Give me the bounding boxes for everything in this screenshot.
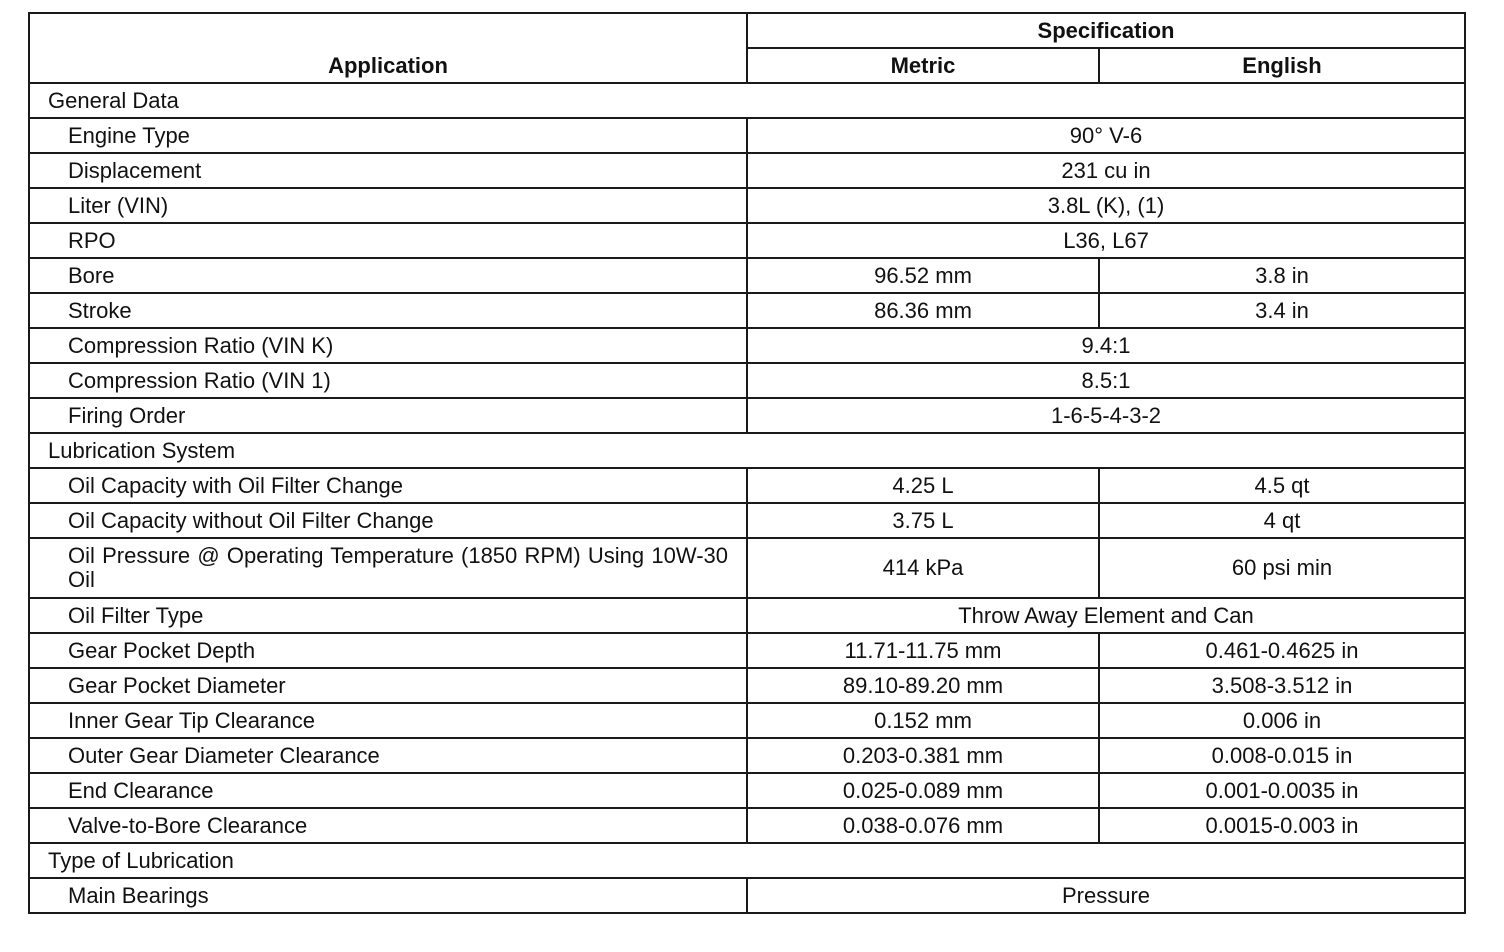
table-row bbox=[29, 153, 1465, 188]
section-title: General Data bbox=[29, 83, 1465, 118]
row-label: RPO bbox=[29, 223, 747, 258]
table-row bbox=[29, 538, 1465, 598]
row-label: Bore bbox=[29, 258, 747, 293]
section-row bbox=[29, 843, 1465, 878]
table-row bbox=[29, 258, 1465, 293]
row-label: Oil Capacity with Oil Filter Change bbox=[29, 468, 747, 503]
row-label: Liter (VIN) bbox=[29, 188, 747, 223]
row-value: 8.5:1 bbox=[747, 363, 1465, 398]
table-row bbox=[29, 808, 1465, 843]
row-english-value: 0.001-0.0035 in bbox=[1099, 773, 1465, 808]
row-value: 90° V-6 bbox=[747, 118, 1465, 153]
row-metric-value: 3.75 L bbox=[747, 503, 1099, 538]
row-metric-value: 96.52 mm bbox=[747, 258, 1099, 293]
table-row bbox=[29, 878, 1465, 913]
row-label: Valve-to-Bore Clearance bbox=[29, 808, 747, 843]
table-row bbox=[29, 363, 1465, 398]
row-label: Main Bearings bbox=[29, 878, 747, 913]
row-metric-value: 0.038-0.076 mm bbox=[747, 808, 1099, 843]
row-metric-value: 0.152 mm bbox=[747, 703, 1099, 738]
row-metric-value: 89.10-89.20 mm bbox=[747, 668, 1099, 703]
table-row bbox=[29, 703, 1465, 738]
table-row bbox=[29, 398, 1465, 433]
table-row bbox=[29, 503, 1465, 538]
table-row bbox=[29, 668, 1465, 703]
row-label: Gear Pocket Diameter bbox=[29, 668, 747, 703]
row-metric-value: 11.71-11.75 mm bbox=[747, 633, 1099, 668]
row-metric-value: 0.203-0.381 mm bbox=[747, 738, 1099, 773]
row-metric-value: 0.025-0.089 mm bbox=[747, 773, 1099, 808]
table-row bbox=[29, 773, 1465, 808]
table-row bbox=[29, 468, 1465, 503]
row-label: Oil Pressure @ Operating Temperature (1850 RPM) Using 10W-30 Oil bbox=[29, 538, 747, 598]
table-row bbox=[29, 738, 1465, 773]
table-row bbox=[29, 293, 1465, 328]
engine-specification-table bbox=[28, 12, 1466, 914]
english-header: English bbox=[1099, 48, 1465, 83]
table-row bbox=[29, 328, 1465, 363]
application-header: Application bbox=[29, 13, 747, 83]
row-value: 231 cu in bbox=[747, 153, 1465, 188]
spec-table-body bbox=[29, 83, 1465, 913]
row-english-value: 0.008-0.015 in bbox=[1099, 738, 1465, 773]
table-row bbox=[29, 223, 1465, 258]
row-label: Compression Ratio (VIN 1) bbox=[29, 363, 747, 398]
row-value: 3.8L (K), (1) bbox=[747, 188, 1465, 223]
row-value: L36, L67 bbox=[747, 223, 1465, 258]
row-label: Engine Type bbox=[29, 118, 747, 153]
row-english-value: 0.006 in bbox=[1099, 703, 1465, 738]
row-english-value: 4 qt bbox=[1099, 503, 1465, 538]
row-value: Throw Away Element and Can bbox=[747, 598, 1465, 633]
row-value: 1-6-5-4-3-2 bbox=[747, 398, 1465, 433]
specification-header: Specification bbox=[747, 13, 1465, 48]
row-metric-value: 4.25 L bbox=[747, 468, 1099, 503]
row-english-value: 3.508-3.512 in bbox=[1099, 668, 1465, 703]
row-english-value: 3.8 in bbox=[1099, 258, 1465, 293]
section-row bbox=[29, 433, 1465, 468]
row-label: Compression Ratio (VIN K) bbox=[29, 328, 747, 363]
table-row bbox=[29, 598, 1465, 633]
row-english-value: 0.461-0.4625 in bbox=[1099, 633, 1465, 668]
row-value: Pressure bbox=[747, 878, 1465, 913]
row-english-value: 4.5 qt bbox=[1099, 468, 1465, 503]
table-row bbox=[29, 118, 1465, 153]
row-label: Oil Capacity without Oil Filter Change bbox=[29, 503, 747, 538]
row-label: Stroke bbox=[29, 293, 747, 328]
row-label: Outer Gear Diameter Clearance bbox=[29, 738, 747, 773]
section-title: Type of Lubrication bbox=[29, 843, 1465, 878]
row-label: End Clearance bbox=[29, 773, 747, 808]
row-label: Displacement bbox=[29, 153, 747, 188]
header-row-top bbox=[29, 13, 1465, 48]
section-row bbox=[29, 83, 1465, 118]
row-label: Oil Filter Type bbox=[29, 598, 747, 633]
row-english-value: 60 psi min bbox=[1099, 538, 1465, 598]
section-title: Lubrication System bbox=[29, 433, 1465, 468]
row-label: Firing Order bbox=[29, 398, 747, 433]
metric-header: Metric bbox=[747, 48, 1099, 83]
row-value: 9.4:1 bbox=[747, 328, 1465, 363]
row-english-value: 0.0015-0.003 in bbox=[1099, 808, 1465, 843]
table-row bbox=[29, 188, 1465, 223]
row-metric-value: 86.36 mm bbox=[747, 293, 1099, 328]
row-label: Inner Gear Tip Clearance bbox=[29, 703, 747, 738]
row-metric-value: 414 kPa bbox=[747, 538, 1099, 598]
table-row bbox=[29, 633, 1465, 668]
row-label: Gear Pocket Depth bbox=[29, 633, 747, 668]
row-english-value: 3.4 in bbox=[1099, 293, 1465, 328]
